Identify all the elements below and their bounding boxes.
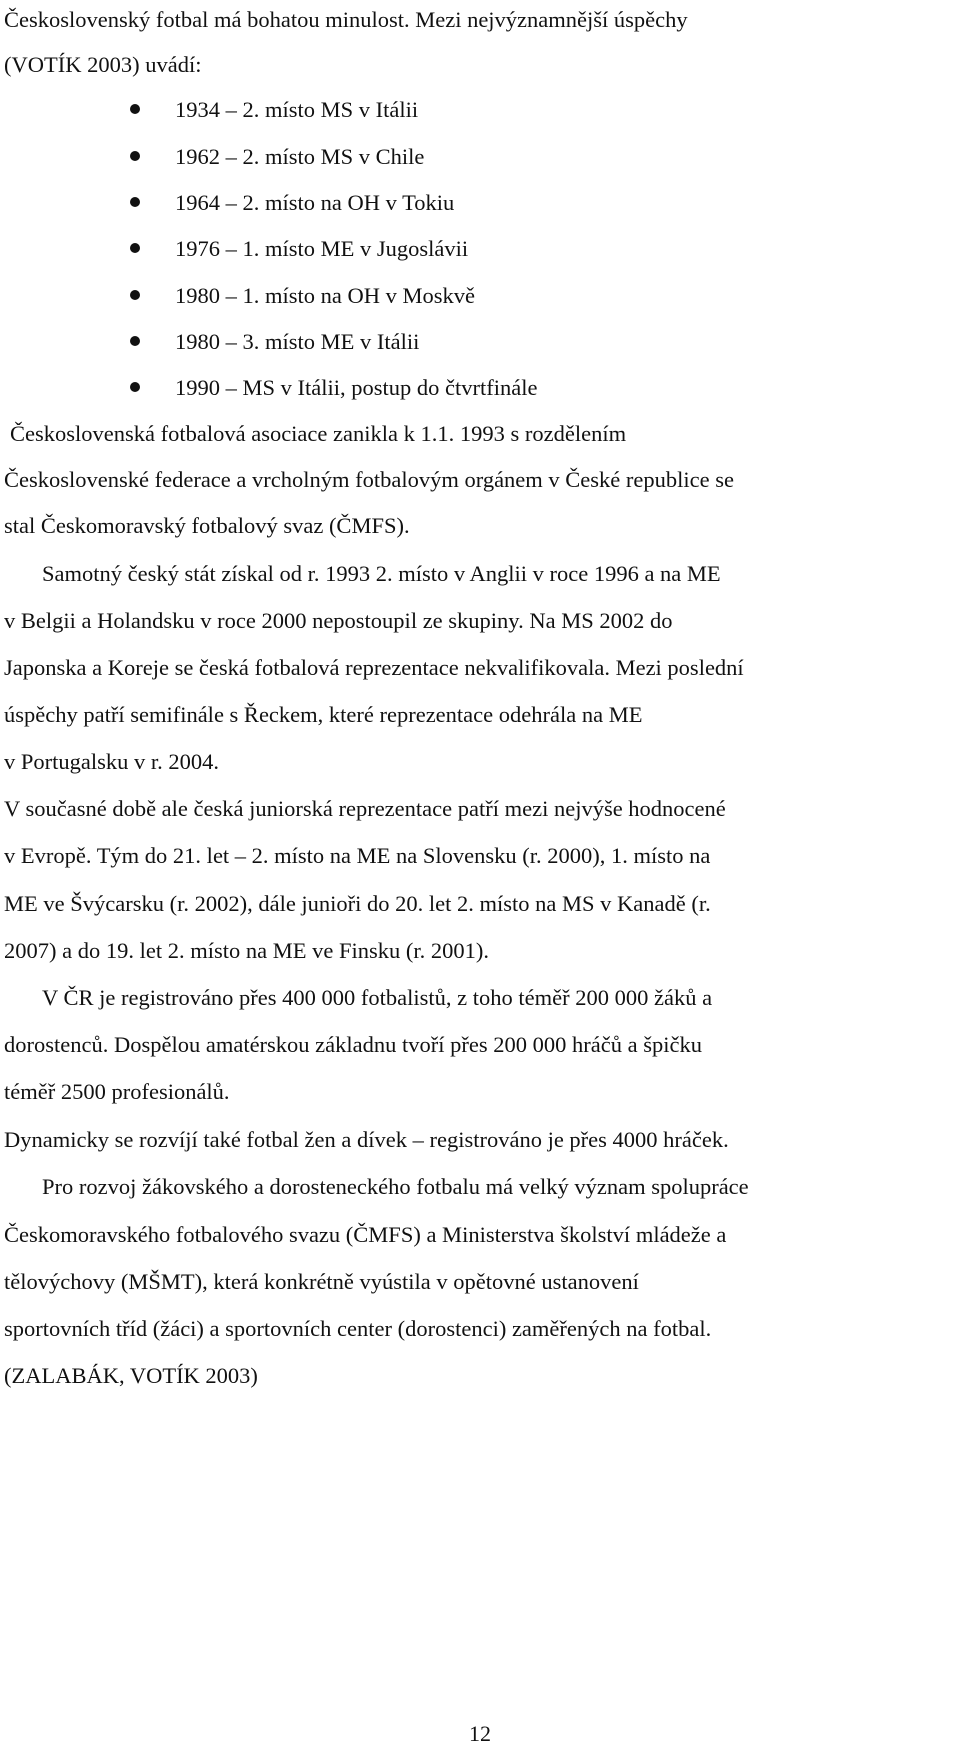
achievement-item-7: 1990 – MS v Itálii, postup do čtvrtfinále — [175, 375, 538, 400]
bullet-dot-icon — [130, 151, 140, 161]
body-line-16: Dynamicky se rozvíjí také fotbal žen a dívek – registrováno je přes 4000 hráček. — [4, 1127, 729, 1152]
body-line-6: Japonska a Koreje se česká fotbalová reprezentace nekvalifikovala. Mezi poslední — [4, 655, 744, 680]
body-line-17: Pro rozvoj žákovského a dorosteneckého fotbalu má velký význam spolupráce — [42, 1174, 749, 1199]
body-line-20: sportovních tříd (žáci) a sportovních center (dorostenci) zaměřených na fotbal. — [4, 1316, 712, 1341]
achievement-item-5: 1980 – 1. místo na OH v Moskvě — [175, 283, 475, 308]
bullet-dot-icon — [130, 382, 140, 392]
body-line-12: 2007) a do 19. let 2. místo na ME ve Finsku (r. 2001). — [4, 938, 489, 963]
achievement-item-3: 1964 – 2. místo na OH v Tokiu — [175, 190, 455, 215]
achievement-item-1: 1934 – 2. místo MS v Itálii — [175, 97, 419, 122]
body-line-4: Samotný český stát získal od r. 1993 2. místo v Anglii v roce 1996 a na ME — [42, 561, 721, 586]
citation-line: (ZALABÁK, VOTÍK 2003) — [4, 1363, 258, 1388]
body-line-15: téměř 2500 profesionálů. — [4, 1079, 230, 1104]
intro-line-2: (VOTÍK 2003) uvádí: — [4, 52, 202, 77]
body-line-10: v Evropě. Tým do 21. let – 2. místo na ME na Slovensku (r. 2000), 1. místo na — [4, 843, 711, 868]
body-line-8: v Portugalsku v r. 2004. — [4, 749, 220, 774]
bullet-dot-icon — [130, 290, 140, 300]
bullet-dot-icon — [130, 243, 140, 253]
bullet-dot-icon — [130, 336, 140, 346]
body-line-9: V současné době ale česká juniorská reprezentace patří mezi nejvýše hodnocené — [4, 796, 726, 821]
body-line-18: Českomoravského fotbalového svazu (ČMFS) a Ministerstva školství mládeže a — [4, 1222, 727, 1247]
body-line-19: tělovýchovy (MŠMT), která konkrétně vyústila v opětovné ustanovení — [4, 1269, 639, 1294]
body-line-7: úspěchy patří semifinále s Řeckem, které reprezentace odehrála na ME — [4, 702, 643, 727]
body-line-5: v Belgii a Holandsku v roce 2000 nepostoupil ze skupiny. Na MS 2002 do — [4, 608, 673, 633]
body-line-3: stal Českomoravský fotbalový svaz (ČMFS). — [4, 513, 410, 538]
page-number: 12 — [469, 1721, 491, 1746]
body-line-2: Československé federace a vrcholným fotbalovým orgánem v České republice se — [4, 467, 734, 492]
bullet-dot-icon — [130, 197, 140, 207]
body-line-14: dorostenců. Dospělou amatérskou základnu tvoří přes 200 000 hráčů a špičku — [4, 1032, 702, 1057]
body-line-1: Československá fotbalová asociace zanikla k 1.1. 1993 s rozdělením — [10, 421, 627, 446]
bullet-dot-icon — [130, 104, 140, 114]
body-line-13: V ČR je registrováno přes 400 000 fotbalistů, z toho téměř 200 000 žáků a — [42, 985, 713, 1010]
achievement-item-4: 1976 – 1. místo ME v Jugoslávii — [175, 236, 469, 261]
achievement-item-6: 1980 – 3. místo ME v Itálii — [175, 329, 420, 354]
intro-line-1: Československý fotbal má bohatou minulost. Mezi nejvýznamnější úspěchy — [4, 7, 688, 32]
body-line-11: ME ve Švýcarsku (r. 2002), dále junioři do 20. let 2. místo na MS v Kanadě (r. — [4, 891, 711, 916]
achievement-item-2: 1962 – 2. místo MS v Chile — [175, 144, 425, 169]
